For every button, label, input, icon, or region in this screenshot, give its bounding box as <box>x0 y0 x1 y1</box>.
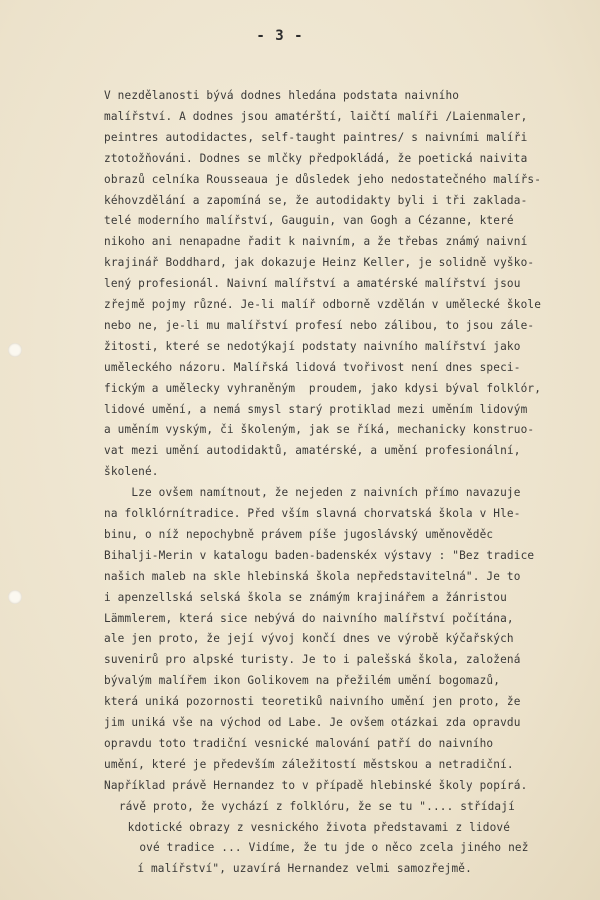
text-line: peintres autodidactes, self-taught paintres/ s naivními malíři <box>104 130 528 144</box>
text-line: ové tradice ... Vidíme, že tu jde o něco zcela jiného než <box>112 841 529 855</box>
punch-hole <box>8 590 22 604</box>
text-line: V nezdělanosti bývá dodnes hledána podstata naivního <box>104 89 460 102</box>
text-line: lený profesionál. Naivní malířství a amatérské malířství jsou <box>104 277 521 291</box>
text-line: bývalým malířem ikon Golikovem na přežilém umění bogomazů, <box>104 674 501 688</box>
text-line: rávě proto, že vychází z folklóru, že se tu ".... střídají <box>112 799 515 813</box>
text-line: ztotožňováni. Dodnes se mlčky předpokládá, že poetická naivita <box>104 151 528 165</box>
text-line: která uniká pozornosti teoretiků naivního umění jen proto, že <box>104 695 521 709</box>
text-line: lidové umění, a nemá smysl starý protiklad mezi uměním lidovým <box>104 402 528 416</box>
text-line: obrazů celníka Rousseaua je důsledek jeho nedostatečného malířs- <box>104 172 542 186</box>
text-line: kéhovzdělání a zapomíná se, že autodidakty byli i tři zaklada- <box>104 193 528 207</box>
text-line: ale jen proto, že její vývoj končí dnes ve výrobě kýčařských <box>104 632 514 646</box>
page-number: - 3 - <box>256 28 304 44</box>
text-line: nebo ne, je-li mu malířství profesí nebo zálibou, to jsou zále- <box>104 318 535 332</box>
text-line: nikoho ani nenapadne řadit k naivním, a že třebas známý naivní <box>104 235 528 249</box>
text-line: malířství. A dodnes jsou amatérští, laičtí malíři /Laienmaler, <box>104 109 528 123</box>
text-line: kdotické obrazy z vesnického života představami z lidové <box>114 820 511 834</box>
text-line: suvenirů pro alpské turisty. Je to i palešská škola, založená <box>104 653 521 667</box>
text-line: fickým a umělecky vyhraněným proudem, jako kdysi býval folklór, <box>104 381 542 395</box>
text-line: Bihalji-Merin v katalogu baden-badenskéx výstavy : "Bez tradice <box>104 548 535 562</box>
text-line: i apenzellská selská škola se známým krajinářem a žánristou <box>104 590 507 604</box>
text-line: Lze ovšem namítnout, že nejeden z naivních přímo navazuje <box>104 486 521 500</box>
punch-hole <box>8 343 22 357</box>
text-line: žitosti, které se nedotýkají podstaty naivního malířství jako <box>104 339 521 353</box>
text-line: školené. <box>104 465 159 479</box>
text-line: í malířství", uzavírá Hernandez velmi samozřejmě. <box>110 862 472 876</box>
text-line: opravdu toto tradiční vesnické malování patří do naivního <box>104 736 494 750</box>
text-line: krajinář Boddhard, jak dokazuje Heinz Keller, je solidně vyško- <box>104 256 535 270</box>
text-line: vat mezi umění autodidaktů, amatérské, a umění profesionální, <box>104 444 521 458</box>
text-line: Lämmlerem, která sice nebývá do naivního malířství počítána, <box>104 611 514 625</box>
text-line: telé moderního malířství, Gauguin, van Gogh a Cézanne, které <box>104 214 514 228</box>
text-line: binu, o níž nepochybně právem píše jugoslávský uměnověděc <box>104 527 494 541</box>
text-line: jim uniká vše na východ od Labe. Je ovšem otázkai zda opravdu <box>104 716 521 729</box>
text-line: našich maleb na skle hlebinská škola nepředstavitelná". Je to <box>104 569 521 583</box>
text-line: na folklórnítradice. Před vším slavná chorvatská škola v Hle- <box>104 507 521 520</box>
text-line: Například právě Hernandez to v případě hlebinské školy popírá. <box>104 778 528 792</box>
text-line: uměleckého názoru. Malířská lidová tvořivost není dnes speci- <box>104 360 521 374</box>
text-line: a uměním vyským, či školeným, jak se říká, mechanicky konstruo- <box>104 423 535 437</box>
text-line: zřejmě pojmy různé. Je-li malíř odborně vzdělán v umělecké škole <box>104 298 542 311</box>
text-line: umění, které je především záležitostí městskou a netradiční. <box>104 757 514 771</box>
